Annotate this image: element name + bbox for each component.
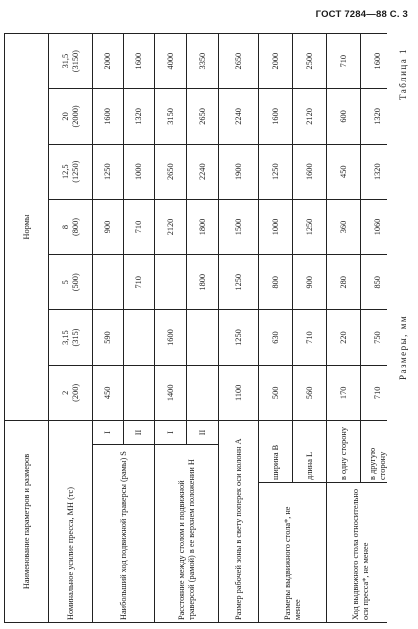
cell: 710 xyxy=(361,365,388,420)
cell: 710 xyxy=(327,34,361,89)
cell: 1600 xyxy=(124,34,155,89)
cell: 12,5 (1250) xyxy=(49,144,93,199)
cell: 2240 xyxy=(219,89,259,144)
cell: 170 xyxy=(327,365,361,420)
cell xyxy=(155,255,187,310)
label-table-travel: Ход выдвижного стола относительно оси пресса*, не менее xyxy=(327,483,388,623)
cell: 1100 xyxy=(219,365,259,420)
cell: 1250 xyxy=(219,255,259,310)
cell: 1600 xyxy=(93,89,124,144)
cell: 8 (800) xyxy=(49,199,93,254)
cell: 800 xyxy=(259,255,293,310)
cell: 1900 xyxy=(219,144,259,199)
cell: 850 xyxy=(361,255,388,310)
row-nominal-force xyxy=(49,34,93,623)
cell: 560 xyxy=(293,365,327,420)
cell: 450 xyxy=(93,365,124,420)
head-norms: Нормы xyxy=(5,34,49,421)
cell: 2650 xyxy=(187,89,219,144)
cell xyxy=(187,365,219,420)
label-sliding-table: Размеры выдвижного стола*, не менее xyxy=(259,483,327,623)
cell: 710 xyxy=(293,310,327,365)
page-reference: ГОСТ 7284—88 С. 3 xyxy=(315,9,408,20)
cell: 1000 xyxy=(259,199,293,254)
cell: 2650 xyxy=(219,34,259,89)
cell: 900 xyxy=(293,255,327,310)
roman-i: I xyxy=(93,420,124,444)
cell: 600 xyxy=(327,89,361,144)
row-stroke-i xyxy=(93,34,124,623)
cell: 4000 xyxy=(155,34,187,89)
cell: 3350 xyxy=(187,34,219,89)
cell: 1600 xyxy=(293,144,327,199)
cell xyxy=(124,310,155,365)
cell: 3,15 (315) xyxy=(49,310,93,365)
roman-ii: II xyxy=(187,420,219,444)
cell xyxy=(187,310,219,365)
row-travel-one-side xyxy=(327,34,361,623)
cell: 2 (200) xyxy=(49,365,93,420)
cell: 1800 xyxy=(187,199,219,254)
cell: 1600 xyxy=(155,310,187,365)
row-distance-i xyxy=(155,34,187,623)
cell: 630 xyxy=(259,310,293,365)
cell: 2650 xyxy=(155,144,187,199)
label-one-side: в одну сторону xyxy=(327,420,361,482)
roman-ii: II xyxy=(124,420,155,444)
cell: 1400 xyxy=(155,365,187,420)
cell: 1320 xyxy=(361,144,388,199)
cell: 1600 xyxy=(259,89,293,144)
row-working-zone xyxy=(219,34,259,623)
cell: 2000 xyxy=(93,34,124,89)
label-stroke: Наибольший ход подвижной траверсы (рамы) S xyxy=(93,445,155,623)
cell: 1000 xyxy=(124,144,155,199)
cell: 1060 xyxy=(361,199,388,254)
row-table-width xyxy=(259,34,293,623)
cell: 1500 xyxy=(219,199,259,254)
cell: 1320 xyxy=(361,89,388,144)
label-other-side: в другую сторону xyxy=(361,420,388,482)
cell: 31,5 (3150) xyxy=(49,34,93,89)
cell: 900 xyxy=(93,199,124,254)
cell: 2000 xyxy=(259,34,293,89)
cell xyxy=(93,255,124,310)
dimensions-caption: Размеры, мм xyxy=(398,314,408,380)
head-parameter-names: Наименование параметров и размеров xyxy=(5,420,49,622)
label-width: ширина B xyxy=(259,420,293,482)
cell: 2500 xyxy=(293,34,327,89)
cell: 1250 xyxy=(259,144,293,199)
cell: 1250 xyxy=(293,199,327,254)
cell xyxy=(124,365,155,420)
label-working-zone: Размер рабочей зоны в свету поперек оси колонн A xyxy=(219,420,259,622)
cell: 500 xyxy=(259,365,293,420)
cell: 1250 xyxy=(93,144,124,199)
table-head-row xyxy=(5,34,49,623)
label-length: длина L xyxy=(293,420,327,482)
parameters-table-frame xyxy=(4,33,387,623)
cell: 2240 xyxy=(187,144,219,199)
cell: 220 xyxy=(327,310,361,365)
cell: 20 (2000) xyxy=(49,89,93,144)
cell: 750 xyxy=(361,310,388,365)
cell: 1600 xyxy=(361,34,388,89)
cell: 360 xyxy=(327,199,361,254)
cell: 2120 xyxy=(293,89,327,144)
roman-i: I xyxy=(155,420,187,444)
cell: 450 xyxy=(327,144,361,199)
cell: 710 xyxy=(124,199,155,254)
label-distance: Расстояние между столом и подвижной траверсой (рамой) в ее верхнем положении H xyxy=(155,445,219,623)
cell: 2120 xyxy=(155,199,187,254)
cell: 5 (500) xyxy=(49,255,93,310)
cell: 3150 xyxy=(155,89,187,144)
cell: 1320 xyxy=(124,89,155,144)
cell: 1800 xyxy=(187,255,219,310)
rotated-table xyxy=(4,33,387,623)
cell: 590 xyxy=(93,310,124,365)
cell: 1250 xyxy=(219,310,259,365)
table-title: Таблица 1 xyxy=(398,48,408,100)
cell: 280 xyxy=(327,255,361,310)
parameters-table xyxy=(4,33,387,623)
cell: 710 xyxy=(124,255,155,310)
label-nominal-force: Номинальное усилие пресса, MH (тс) xyxy=(49,420,93,622)
